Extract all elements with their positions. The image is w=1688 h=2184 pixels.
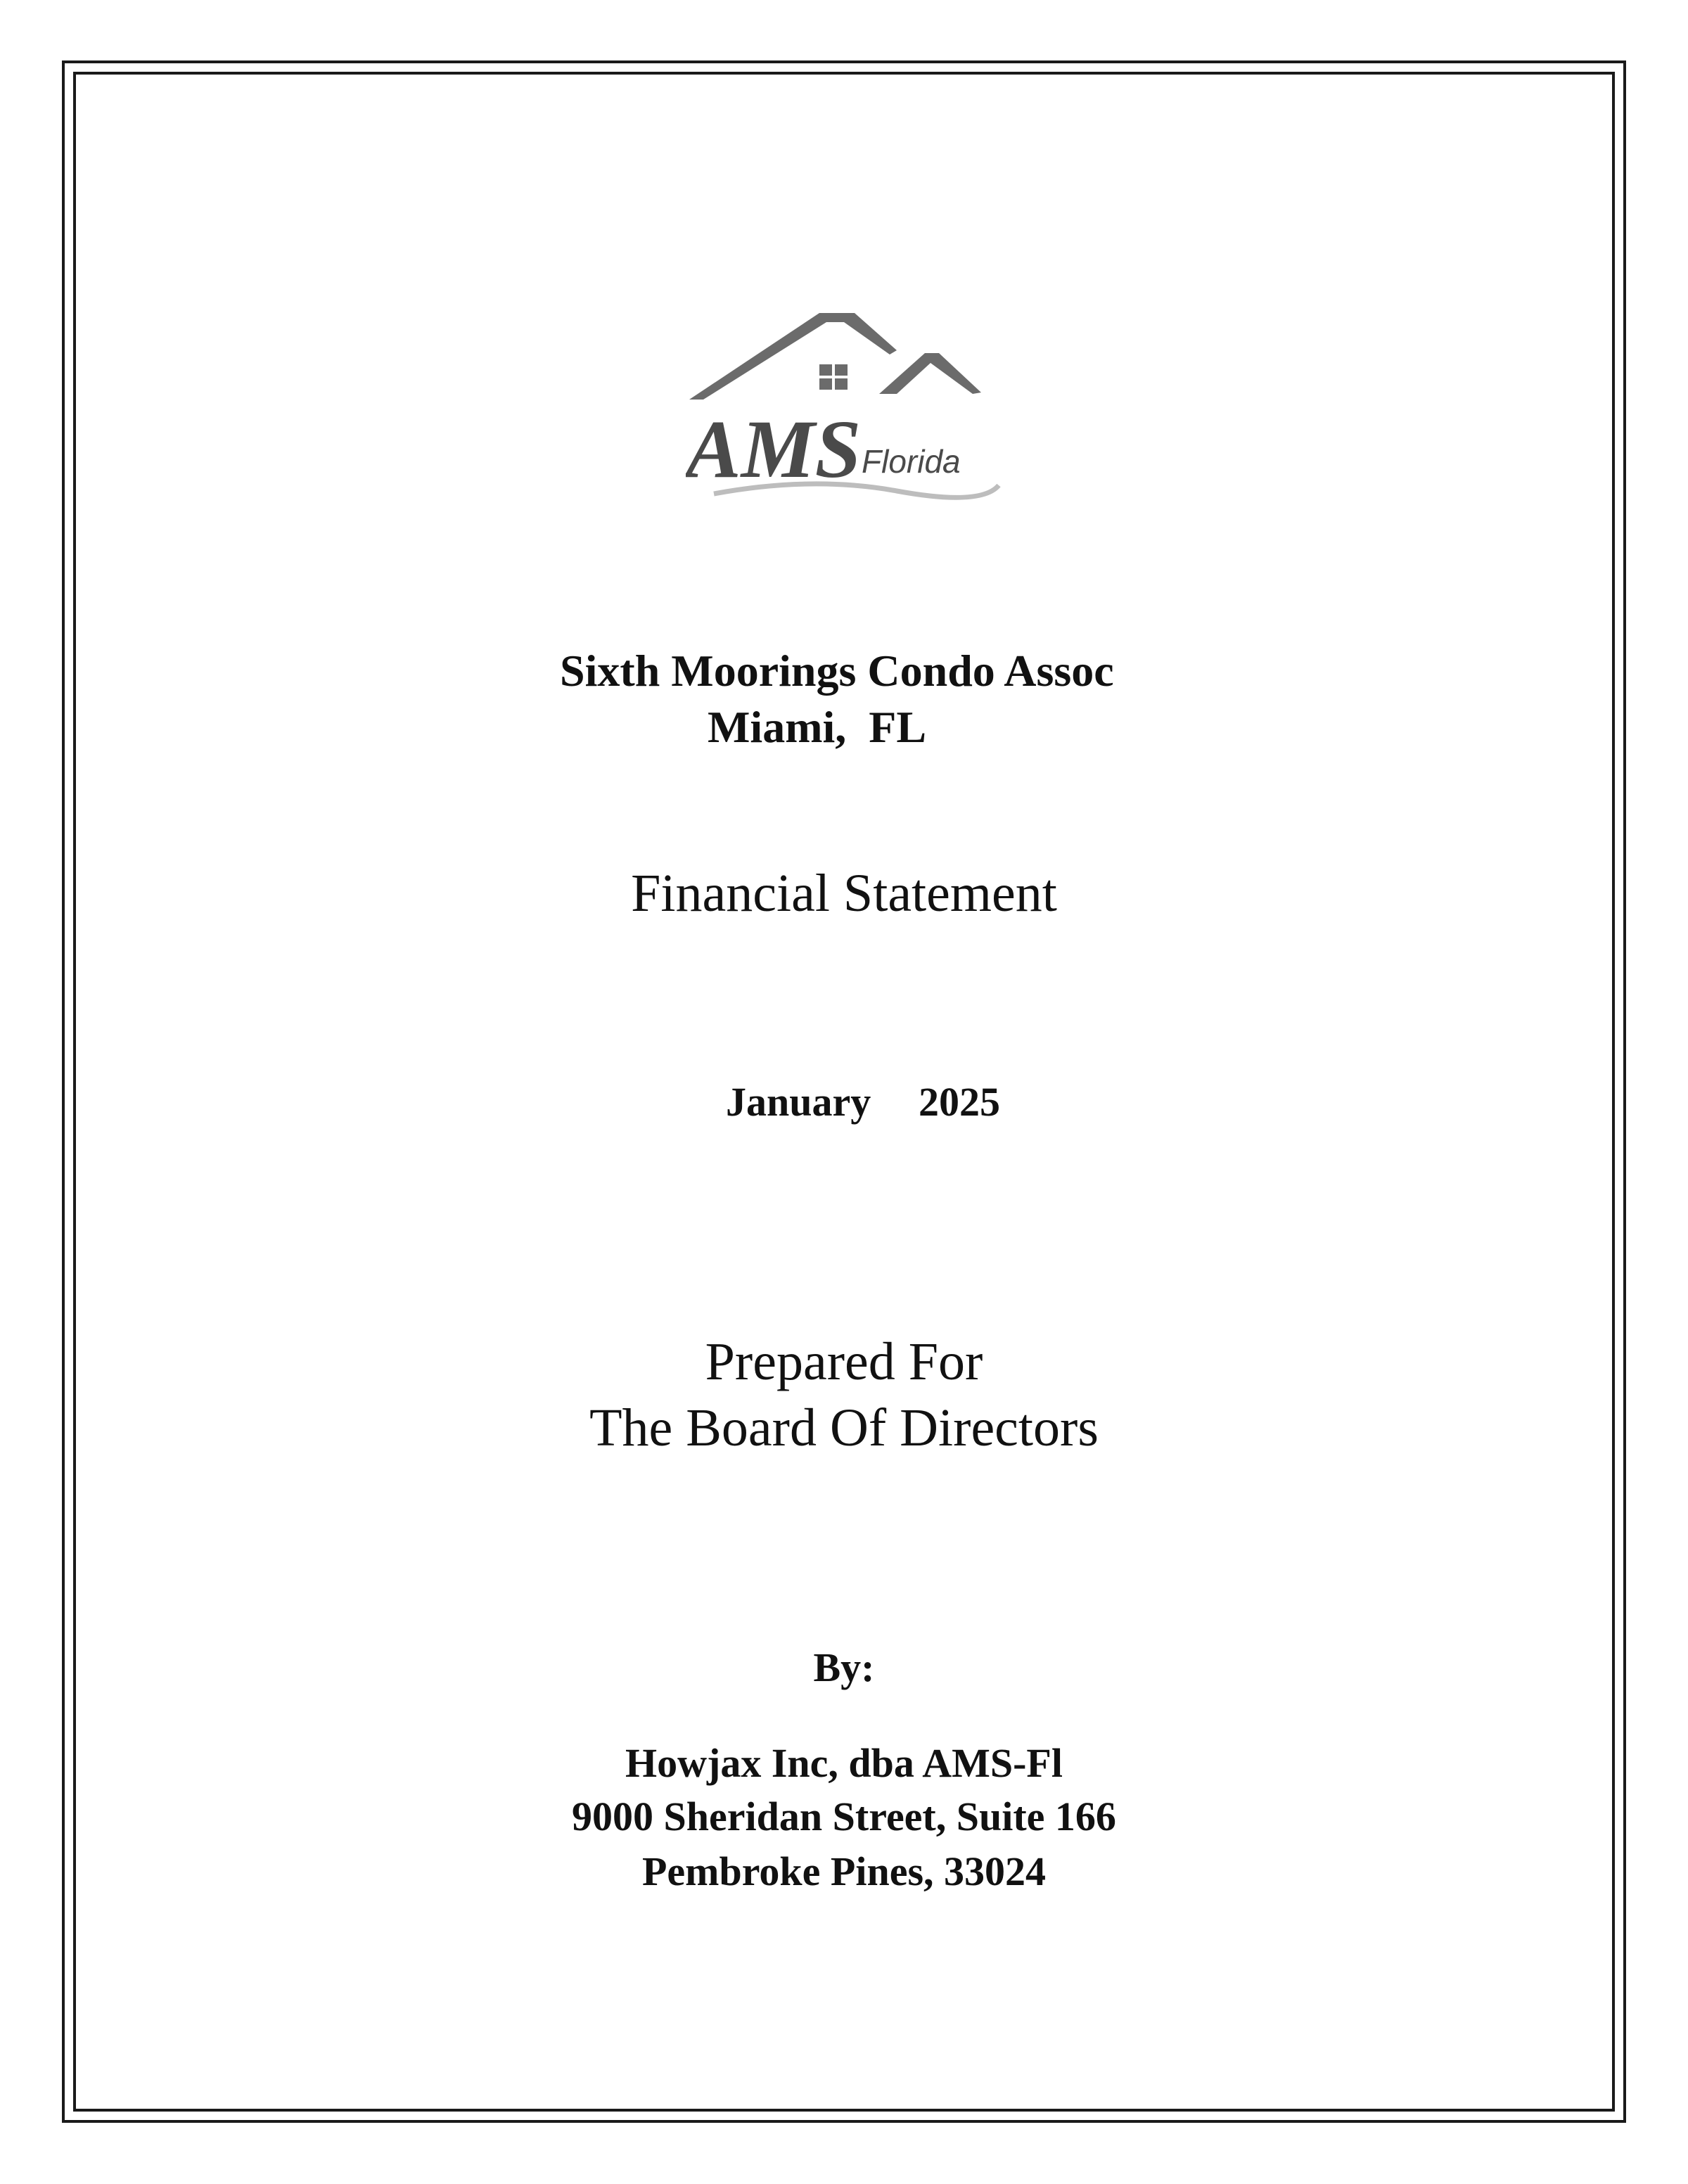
ams-florida-logo: [686, 309, 1009, 513]
by-label: By:: [813, 1645, 875, 1690]
period-year: 2025: [919, 1079, 1000, 1125]
prepared-for-label: Prepared For: [705, 1332, 983, 1391]
document-title: Financial Statement: [631, 864, 1057, 923]
preparer-street: 9000 Sheridan Street, Suite 166: [572, 1794, 1116, 1839]
logo-brand-text: AMS: [686, 403, 862, 495]
logo-region-text: Florida: [862, 443, 961, 480]
preparer-company: Howjax Inc, dba AMS-Fl: [625, 1740, 1063, 1786]
prepared-for-recipient: The Board Of Directors: [589, 1398, 1099, 1457]
preparer-city-zip: Pembroke Pines, 33024: [641, 1848, 1047, 1894]
association-name: Sixth Moorings Condo Assoc: [560, 646, 1114, 696]
association-location: Miami, FL: [708, 702, 927, 752]
period-month: January: [726, 1079, 871, 1125]
